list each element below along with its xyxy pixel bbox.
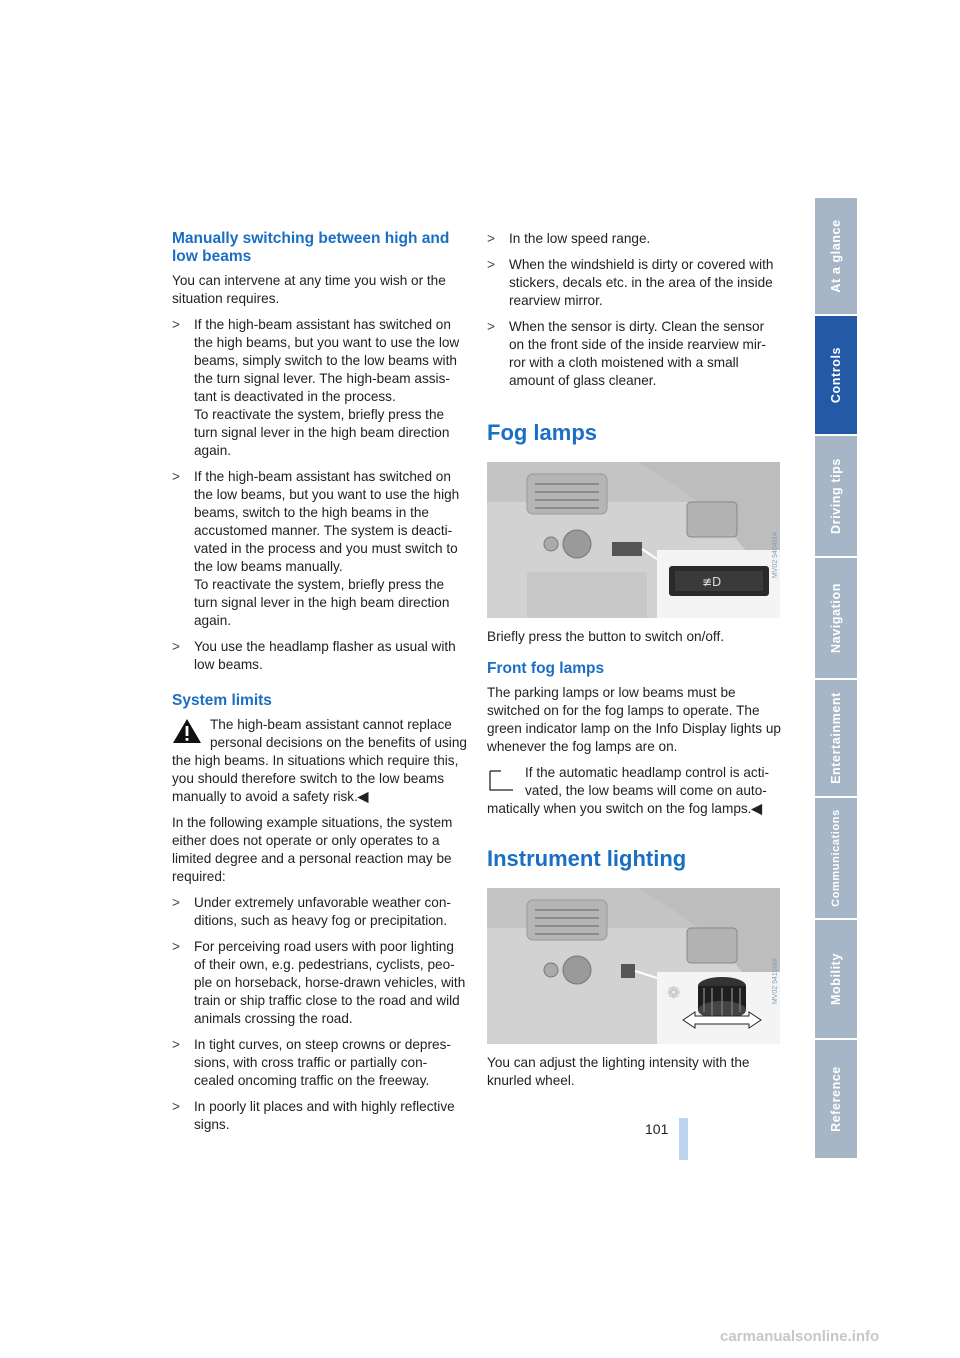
bullet-text: When the windshield is dirty or covered with stickers, decals etc. in the area of the inside rearview mirror. [509, 257, 774, 308]
end-mark: ◀ [751, 801, 762, 816]
bullet-mark: > [487, 257, 495, 272]
tab-label: Navigation [829, 583, 843, 653]
info-note [487, 764, 782, 818]
bullet-text: Under extremely unfavorable weather con-ditions, such as heavy fog or precipitation. [194, 895, 451, 928]
bullet-mark: > [172, 1099, 180, 1114]
bullet-text: If the high-beam assistant has switched on the high beams, but you want to use the low beams, simply switch to the low beams with the turn signal lever. The high-beam assis-tant is deactivated in the process. [194, 317, 460, 404]
note-text: If the automatic headlamp control is acti-vated, the low beams will come on auto-matically when you switch on the fog lamps. [487, 765, 770, 816]
paragraph-front-fog: The parking lamps or low beams must be switched on for the fog lamps to operate. The green indicator lamp on the Info Display lights up whenever the fog lamps are on. [487, 685, 781, 754]
bullet-mark: > [172, 469, 180, 484]
tab-label: At a glance [829, 219, 843, 293]
list-item [487, 230, 782, 248]
chapter-tabs [815, 198, 857, 1160]
warning-text: The high-beam assistant cannot replace personal decisions on the benefits of using the high beams. In situations which require this, you should therefore switch to the low beams manually to avoid a safety risk. [172, 717, 467, 804]
paragraph-instrument-lighting: You can adjust the lighting intensity with the knurled wheel. [487, 1055, 750, 1088]
tab-reference[interactable] [815, 1040, 857, 1160]
instrument-lighting-figure [487, 888, 780, 1044]
tab-mobility[interactable] [815, 920, 857, 1040]
bullet-text: If the high-beam assistant has switched on the low beams, but you want to use the high beams, switch to the high beams in the accustomed manner. The system is deacti-vated in the process and you must switch to the low beams manually. [194, 469, 460, 574]
end-mark: ◀ [357, 789, 369, 804]
list-item [172, 638, 467, 674]
list-item [172, 316, 467, 460]
heading-system-limits: System limits [172, 692, 272, 709]
tab-entertainment[interactable] [815, 680, 857, 798]
fog-lamps-figure [487, 462, 780, 618]
bullet-text: You use the headlamp flasher as usual with low beams. [194, 639, 456, 672]
page-marker-bar [679, 1118, 688, 1160]
bullet-text: When the sensor is dirty. Clean the sensor on the front side of the inside rearview mir-ror with a cloth moistened with a small amount of glass cleaner. [509, 319, 766, 388]
tab-label: Driving tips [829, 458, 843, 534]
tab-label: Reference [829, 1066, 843, 1132]
tab-navigation[interactable] [815, 558, 857, 680]
warning-triangle-icon [172, 718, 202, 744]
paragraph-example-situations: In the following example situations, the system either does not operate or only operates to a limited degree and a personal reaction may be required: [172, 815, 453, 884]
bullet-mark: > [487, 319, 495, 334]
list-item [487, 256, 782, 310]
page-number: 101 [645, 1121, 669, 1137]
tab-label: Communications [830, 809, 842, 907]
bullet-mark: > [487, 231, 495, 246]
bullet-mark: > [172, 317, 180, 332]
bullet-subtext: To reactivate the system, briefly press the turn signal lever in the high beam direction again. [194, 577, 450, 628]
footer-watermark: carmanualsonline.info [720, 1328, 880, 1345]
bullet-text: In the low speed range. [509, 231, 651, 246]
dashboard-dimmer-wheel-illustration [487, 888, 780, 1044]
tab-controls[interactable] [815, 316, 857, 436]
note-icon [487, 766, 517, 792]
bullet-mark: > [172, 639, 180, 654]
tab-at-a-glance[interactable] [815, 198, 857, 316]
heading-fog-lamps: Fog lamps [487, 420, 598, 445]
bullet-text: For perceiving road users with poor lighting of their own, e.g. pedestrians, cyclists, peo-ple on horseback, horse-drawn vehicles, with train or ship traffic close to the road and wild animals crossing the road. [194, 939, 466, 1026]
heading-instrument-lighting: Instrument lighting [487, 846, 687, 871]
bullet-mark: > [172, 895, 180, 910]
paragraph-manual-intro: You can intervene at any time you wish or the situation requires. [172, 273, 446, 306]
warning-note [172, 716, 467, 806]
tab-label: Controls [829, 346, 843, 404]
tab-driving-tips[interactable] [815, 436, 857, 558]
right-column [487, 230, 782, 1098]
list-item [172, 468, 467, 630]
svg-text:❁: ❁ [667, 983, 681, 1002]
tab-label: Entertainment [829, 692, 843, 784]
svg-text:≢D: ≢D [702, 575, 722, 589]
dashboard-fog-button-illustration [487, 462, 780, 618]
bullet-text: In poorly lit places and with highly reflective signs. [194, 1099, 455, 1132]
list-item [172, 1036, 467, 1090]
list-item [172, 938, 467, 1028]
tab-communications[interactable] [815, 798, 857, 920]
figure-code: MV02 9404MA [772, 531, 780, 579]
bullet-text: In tight curves, on steep crowns or depres-sions, with cross traffic or partially con-cealed oncoming traffic on the freeway. [194, 1037, 451, 1088]
heading-manual-switching: Manually switching between high and low beams [172, 230, 450, 265]
bullet-mark: > [172, 1037, 180, 1052]
tab-label: Mobility [829, 952, 843, 1006]
heading-front-fog-lamps: Front fog lamps [487, 660, 605, 677]
figure-code: MV02 9410MA [772, 957, 780, 1005]
bullet-subtext: To reactivate the system, briefly press the turn signal lever in the high beam direction again. [194, 407, 450, 458]
bullet-mark: > [172, 939, 180, 954]
left-column [172, 230, 467, 1142]
list-item [487, 318, 782, 390]
paragraph-fog-button: Briefly press the button to switch on/off. [487, 629, 725, 644]
list-item [172, 1098, 467, 1134]
list-item [172, 894, 467, 930]
